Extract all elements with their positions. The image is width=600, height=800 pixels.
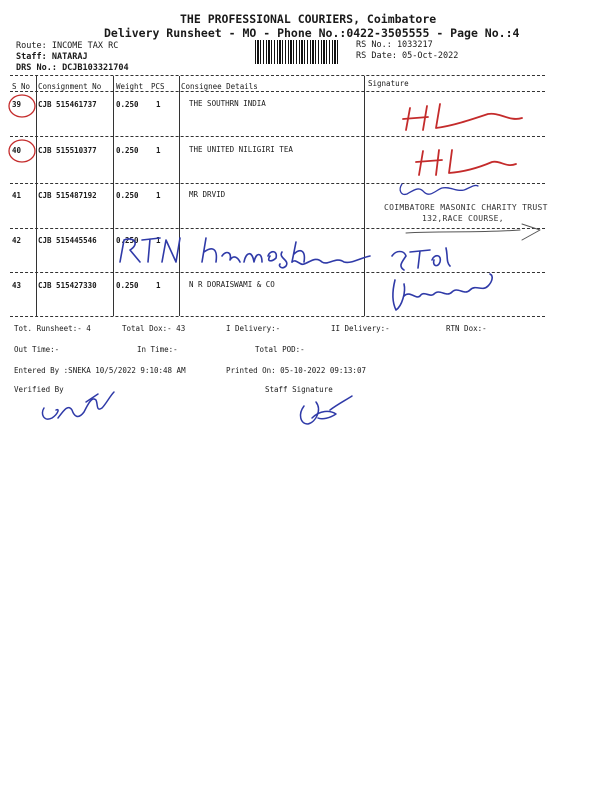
signature-row-41 bbox=[400, 184, 478, 194]
rs-date: RS Date: 05-Oct-2022 bbox=[356, 51, 459, 61]
row-sno: 39 bbox=[12, 100, 22, 109]
table-top-rule bbox=[10, 75, 545, 76]
row-sno: 42 bbox=[12, 236, 22, 245]
row-consignment: CJB 515427330 bbox=[38, 281, 97, 290]
signature-row-43 bbox=[393, 274, 492, 310]
runsheet-subtitle: Delivery Runsheet - MO - Phone No.:0422-3505555 - Page No.:4 bbox=[104, 26, 520, 40]
signature-row-40 bbox=[416, 150, 516, 175]
stamp-text-1: COIMBATORE MASONIC CHARITY TRUST bbox=[384, 203, 548, 212]
row-pcs: 1 bbox=[156, 146, 161, 155]
row-sno: 40 bbox=[12, 146, 22, 155]
staff-signature-label: Staff Signature bbox=[265, 385, 333, 394]
barcode bbox=[255, 40, 340, 64]
column-divider bbox=[179, 76, 180, 316]
company-title: THE PROFESSIONAL COURIERS, Coimbatore bbox=[180, 12, 437, 26]
row-sno: 43 bbox=[12, 281, 22, 290]
rs-number: RS No.: 1033217 bbox=[356, 40, 433, 50]
row-consignment: CJB 515487192 bbox=[38, 191, 97, 200]
col-header-sno: S No bbox=[12, 82, 31, 91]
col-header-consignee: Consignee Details bbox=[181, 82, 258, 91]
stamp-smudge bbox=[406, 224, 540, 240]
row-weight: 0.250 bbox=[116, 146, 139, 155]
row-consignment: CJB 515461737 bbox=[38, 100, 97, 109]
row-pcs: 1 bbox=[156, 281, 161, 290]
row-pcs: 1 bbox=[156, 191, 161, 200]
i-delivery: I Delivery:- bbox=[226, 324, 281, 333]
verified-signature bbox=[42, 392, 114, 419]
staff-value: NATARAJ bbox=[51, 52, 88, 62]
table-bottom-rule bbox=[10, 316, 545, 317]
row-separator bbox=[10, 183, 545, 184]
row-separator bbox=[10, 136, 545, 137]
route-value: INCOME TAX RC bbox=[51, 41, 119, 51]
out-time: Out Time:- bbox=[14, 345, 60, 354]
route-label: Route: bbox=[16, 41, 52, 51]
column-divider bbox=[113, 76, 114, 316]
total-pod: Total POD:- bbox=[255, 345, 305, 354]
col-header-weight: Weight bbox=[116, 82, 144, 91]
entered-by: Entered By :SNEKA 10/5/2022 9:10:48 AM bbox=[14, 366, 186, 375]
row-sno: 41 bbox=[12, 191, 22, 200]
row-weight: 0.250 bbox=[116, 191, 139, 200]
drs-label: DRS No.: bbox=[16, 63, 63, 73]
verified-by: Verified By bbox=[14, 385, 64, 394]
row-separator bbox=[10, 272, 545, 273]
column-divider bbox=[364, 76, 365, 316]
row-weight: 0.250 bbox=[116, 236, 139, 245]
row-weight: 0.250 bbox=[116, 100, 139, 109]
stamp bbox=[384, 203, 548, 223]
row-pcs: 1 bbox=[156, 100, 161, 109]
table-header-rule bbox=[10, 91, 545, 92]
total-dox: Total Dox:- 43 bbox=[122, 324, 186, 333]
route-line bbox=[16, 41, 118, 51]
drs-value: DCJB103321704 bbox=[62, 63, 129, 73]
handwriting-row-42-right bbox=[392, 248, 450, 270]
staff-signature bbox=[301, 396, 352, 424]
drs-line bbox=[16, 63, 129, 73]
row-consignee: THE UNITED NILIGIRI TEA bbox=[189, 145, 293, 154]
row-consignment: CJB 515445546 bbox=[38, 236, 97, 245]
staff-line bbox=[16, 52, 88, 62]
in-time: In Time:- bbox=[137, 345, 178, 354]
row-separator bbox=[10, 228, 545, 229]
row-consignee: MR DRVID bbox=[189, 190, 226, 199]
rtn-dox: RTN Dox:- bbox=[446, 324, 487, 333]
col-header-consignment: Consignment No bbox=[38, 82, 102, 91]
row-weight: 0.250 bbox=[116, 281, 139, 290]
col-header-pcs: PCS bbox=[151, 82, 165, 91]
row-consignee: THE SOUTHRN INDIA bbox=[189, 99, 266, 108]
row-consignment: CJB 515510377 bbox=[38, 146, 97, 155]
row-pcs: 1 bbox=[156, 236, 161, 245]
column-divider bbox=[36, 76, 37, 316]
staff-label: Staff: bbox=[16, 52, 52, 62]
stamp-text-2: 132,RACE COURSE, bbox=[422, 214, 504, 223]
total-runsheet: Tot. Runsheet:- 4 bbox=[14, 324, 91, 333]
col-header-signature: Signature bbox=[368, 79, 409, 88]
signature-row-39 bbox=[403, 104, 522, 130]
printed-on: Printed On: 05-10-2022 09:13:07 bbox=[226, 366, 366, 375]
row-consignee: N R DORAISWAMI & CO bbox=[189, 280, 275, 289]
ii-delivery: II Delivery:- bbox=[331, 324, 390, 333]
